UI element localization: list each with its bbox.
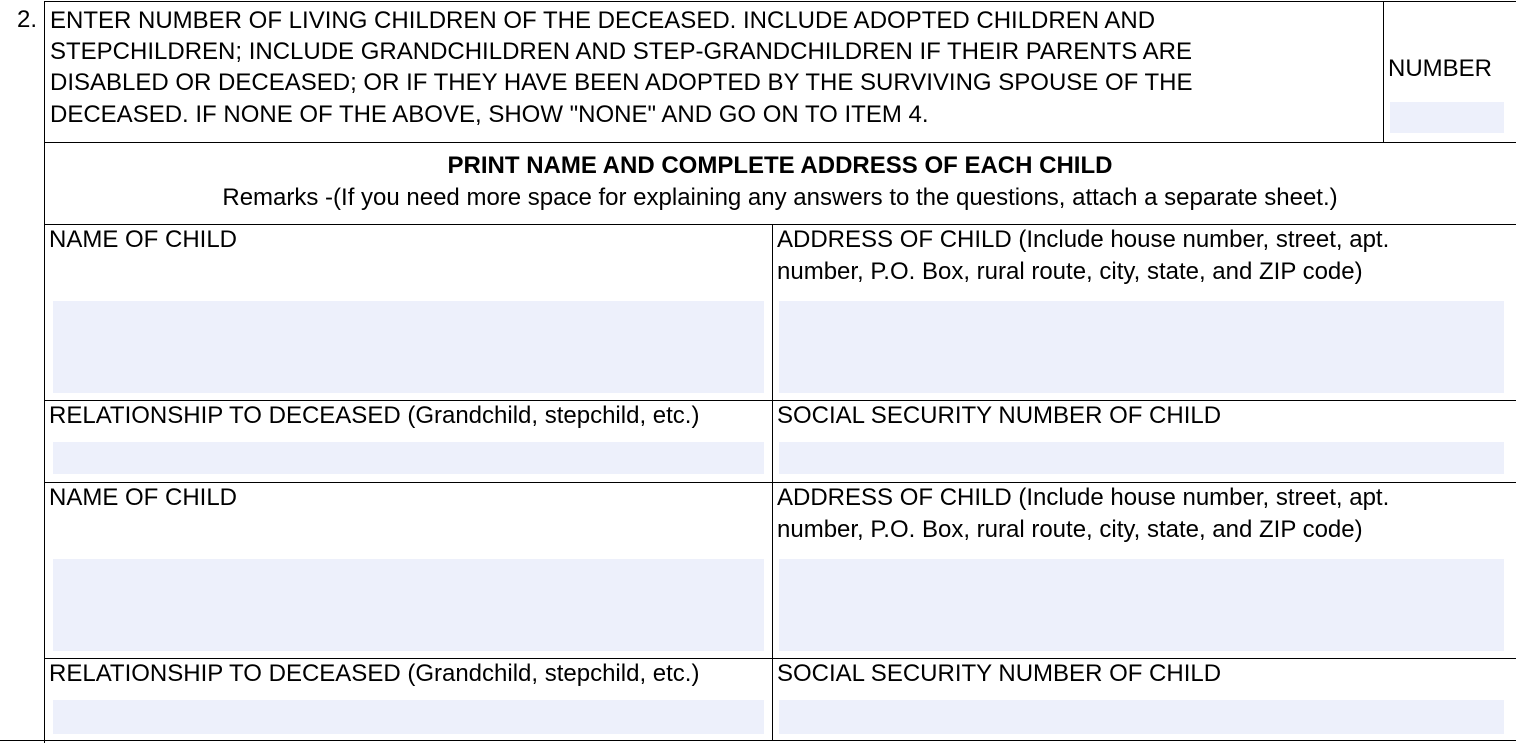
child-2-address-label-line-2: number, P.O. Box, rural route, city, state, and ZIP code): [777, 516, 1363, 543]
child-1-ssn-input[interactable]: [779, 442, 1504, 474]
child-2-name-input[interactable]: [53, 559, 764, 651]
instruction-line-4: DECEASED. IF NONE OF THE ABOVE, SHOW "NONE" AND GO ON TO ITEM 4.: [50, 101, 929, 128]
child-2-address-label-line-1: ADDRESS OF CHILD (Include house number, street, apt.: [777, 484, 1390, 511]
child-2-column-divider: [772, 482, 773, 740]
child-2-relationship-input[interactable]: [53, 700, 764, 734]
instructions-bottom-border: [44, 142, 1516, 143]
child-1-column-divider: [772, 224, 773, 482]
child-1-relationship-input[interactable]: [53, 442, 764, 474]
child-2-address-input[interactable]: [779, 559, 1504, 651]
child-1-address-input[interactable]: [779, 301, 1504, 393]
form-bottom-border: [0, 740, 1516, 741]
remarks-text: Remarks -(If you need more space for explaining any answers to the questions, attach a separate sheet.): [222, 184, 1338, 211]
left-border: [44, 1, 45, 743]
child-1-address-label-line-2: number, P.O. Box, rural route, city, state, and ZIP code): [777, 258, 1363, 285]
top-border: [44, 1, 1516, 2]
child-1-name-input[interactable]: [53, 301, 764, 393]
number-label: NUMBER: [1388, 55, 1493, 82]
section-heading: PRINT NAME AND COMPLETE ADDRESS OF EACH CHILD: [447, 152, 1113, 179]
child-2-ssn-input[interactable]: [779, 700, 1504, 734]
number-column-divider: [1383, 1, 1384, 142]
instruction-line-2: STEPCHILDREN; INCLUDE GRANDCHILDREN AND STEP-GRANDCHILDREN IF THEIR PARENTS ARE: [50, 38, 1192, 65]
item-number: 2.: [17, 6, 38, 33]
child-1-address-label-line-1: ADDRESS OF CHILD (Include house number, street, apt.: [777, 226, 1390, 253]
number-of-children-input[interactable]: [1390, 102, 1504, 133]
child-2-relationship-label: RELATIONSHIP TO DECEASED (Grandchild, stepchild, etc.): [49, 660, 700, 687]
child-1-name-label: NAME OF CHILD: [49, 226, 238, 253]
child-1-relationship-label: RELATIONSHIP TO DECEASED (Grandchild, stepchild, etc.): [49, 402, 700, 429]
instruction-line-3: DISABLED OR DECEASED; OR IF THEY HAVE BEEN ADOPTED BY THE SURVIVING SPOUSE OF THE: [50, 69, 1193, 96]
instruction-line-1: ENTER NUMBER OF LIVING CHILDREN OF THE DECEASED. INCLUDE ADOPTED CHILDREN AND: [50, 7, 1156, 34]
child-2-ssn-label: SOCIAL SECURITY NUMBER OF CHILD: [777, 660, 1222, 687]
child-2-name-label: NAME OF CHILD: [49, 484, 238, 511]
child-1-ssn-label: SOCIAL SECURITY NUMBER OF CHILD: [777, 402, 1222, 429]
